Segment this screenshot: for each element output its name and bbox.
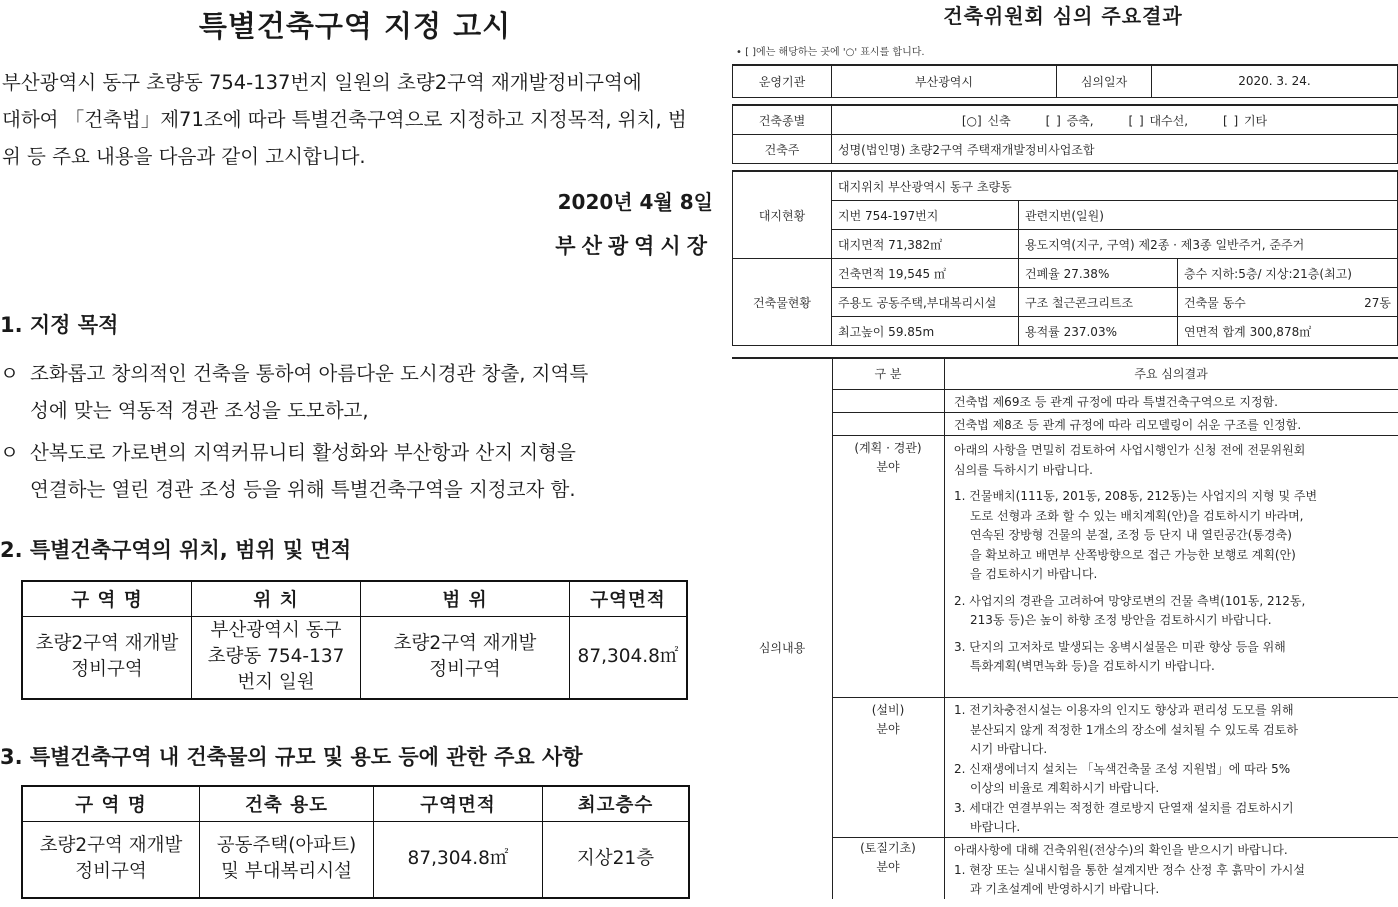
bullet-line: 산복도로 가로변의 지역커뮤니티 활성화와 부산항과 산지 지형을: [30, 441, 576, 464]
label-cell: 심의일자: [1057, 65, 1152, 97]
table-cell: 부산광역시 동구 초량동 754-137 번지 일원: [192, 617, 361, 699]
table-header: 구역면적: [570, 581, 688, 617]
bullet-marker: ㅇ: [0, 441, 19, 464]
notice-intro: [2, 64, 714, 175]
table-header: 위 치: [192, 581, 361, 617]
soil-results: 아래사항에 대해 건축위원(전상수)의 확인을 받으시기 바랍니다. 1. 현장 또는 실내시험을 통한 설계지반 정수 산정 후 흙막이 가시설 과 기초설계에 반영하시기 바랍니다.: [954, 843, 1305, 896]
table-cell: 87,304.8㎡: [570, 617, 688, 699]
review-content-table: [732, 357, 1398, 899]
review-document: [728, 0, 1398, 907]
value-cell: 층수 지하:5층/ 지상:21층(최고): [1178, 259, 1398, 288]
table-cell: 초량2구역 재개발 정비구역: [22, 822, 200, 898]
bullet-line: 조화롭고 창의적인 건축을 통하여 아름다운 도시경관 창출, 지역특: [30, 362, 589, 385]
value-cell: 용적률 237.03%: [1019, 317, 1178, 346]
general-result: 건축법 제8조 등 관계 규정에 따라 리모델링이 쉬운 구조를 인정함.: [954, 418, 1302, 432]
value-cell: 용도지역(지구, 구역) 제2종 · 제3종 일반주거, 준주거: [1019, 230, 1398, 259]
section1-heading: 1. 지정 목적: [0, 313, 119, 337]
value-cell: 건축면적 19,545 ㎡: [832, 259, 1019, 288]
table-header: 범 위: [361, 581, 570, 617]
type-option: [ ] 대수선,: [1128, 113, 1189, 128]
col-header: 주요 심의결과: [1134, 367, 1208, 381]
table-header: 건축 용도: [200, 786, 374, 822]
intro-line: 대하여 「건축법」제71조에 따라 특별건축구역으로 지정하고 지정목적, 위치, 범: [2, 108, 687, 131]
building-table: [21, 785, 690, 899]
col-header: 구 분: [874, 367, 902, 381]
site-table: [732, 170, 1398, 346]
value-cell: 구조 철근콘크리트조: [1019, 288, 1178, 317]
table-cell: 지상21층: [543, 822, 690, 898]
label-cell: 대지현황: [733, 171, 832, 259]
type-options: [832, 105, 1398, 135]
value-cell: 건폐율 27.38%: [1019, 259, 1178, 288]
notice-title: 특별건축구역 지정 고시: [198, 9, 512, 43]
value-cell: 성명(법인명) 초량2구역 주택재개발정비사업조합: [832, 135, 1398, 164]
notice-signer: 부산광역시장: [555, 234, 713, 258]
table-header: 최고층수: [543, 786, 690, 822]
type-option: [ ] 증축,: [1045, 113, 1094, 128]
section3-heading: 3. 특별건축구역 내 건축물의 규모 및 용도 등에 관한 주요 사항: [0, 745, 583, 769]
intro-line: 위 등 주요 내용을 다음과 같이 고시합니다.: [2, 145, 366, 168]
table-cell: 87,304.8㎡: [374, 822, 543, 898]
category-label: (계획 · 경관) 분야: [854, 441, 922, 474]
label-cell: 건축주: [733, 135, 832, 164]
value-cell: 2020. 3. 24.: [1152, 65, 1398, 97]
section1-bullet: [0, 434, 714, 508]
value-cell: 최고높이 59.85m: [832, 317, 1019, 346]
bullet-line: 연결하는 열린 경관 조성 등을 위해 특별건축구역을 지정코자 함.: [30, 478, 576, 501]
label-cell: 건축물현황: [733, 259, 832, 346]
intro-line: 부산광역시 동구 초량동 754-137번지 일원의 초량2구역 재개발정비구역에: [2, 71, 642, 94]
plan-results: 아래의 사항을 면밀히 검토하여 사업시행인가 신청 전에 전문위원회 심의를 득하시기 바랍니다. 1. 건물배치(111동, 201동, 208동, 212동)는 사업지의 지형 및 주변 도로 선형과 조화 할 수 있는 배치계획(안)을 검토하시기 바라며, 연속된 장방형 건물의 분절, 조정 등 단지 내 열린공간(통경축) 을 확보하고 배면부 산쪽방향으로 접근 가능한 보행로 계획(안) 을 검토하시기 바랍니다. 2. 사업지의 경관을 고려하여 망양로변의 건물 측벽(101동, 212동, 213동 등)은 높이 하향 조정 방안을 검토하시기 바랍니다. 3. 단지의 고저차로 발생되는 옹벽시설물은 미관 향상 등을 위해 특화계획(벽면녹화 등)을 검토하시기 바랍니다.: [954, 443, 1318, 673]
location-table: [21, 580, 688, 700]
table-cell: 초량2구역 재개발 정비구역: [361, 617, 570, 699]
value-cell: 대지위치 부산광역시 동구 초량동: [832, 171, 1398, 201]
value-cell: 주용도 공동주택,부대복리시설: [832, 288, 1019, 317]
notice-date: 2020년 4월 8일: [557, 190, 713, 214]
general-result: 건축법 제69조 등 관계 규정에 따라 특별건축구역으로 지정함.: [954, 395, 1278, 409]
bldg-count: 27동: [1364, 295, 1391, 310]
label-cell: 건축종별: [733, 105, 832, 135]
table-cell: 초량2구역 재개발 정비구역: [22, 617, 192, 699]
type-option: [○] 신축: [961, 113, 1011, 128]
org-row: [732, 64, 1398, 98]
type-option: [ ] 기타: [1222, 113, 1268, 128]
label-cell: 운영기관: [733, 65, 832, 97]
table-header: 구 역 명: [22, 581, 192, 617]
review-side-label: 심의내용: [758, 641, 806, 655]
review-note: • [ ]에는 해당하는 곳에 '○' 표시를 합니다.: [736, 47, 925, 58]
value-cell: 부산광역시: [832, 65, 1057, 97]
category-label: (토질기초) 분야: [860, 841, 916, 874]
table-header: 구 역 명: [22, 786, 200, 822]
table-header: 구역면적: [374, 786, 543, 822]
value-cell: 지번 754-197번지: [832, 201, 1019, 230]
table-cell: 공동주택(아파트) 및 부대복리시설: [200, 822, 374, 898]
section2-heading: 2. 특별건축구역의 위치, 범위 및 면적: [0, 538, 352, 562]
value-cell: 연면적 합계 300,878㎡: [1178, 317, 1398, 346]
category-label: (설비) 분야: [871, 703, 905, 736]
value-cell: 관련지번(일원): [1019, 201, 1398, 230]
equip-results: 1. 전기차충전시설는 이용자의 인지도 향상과 편리성 도모를 위해 분산되지 않게 적정한 1개소의 장소에 설치될 수 있도록 검토하 시기 바랍니다. 2. 신재생에너지 설치는 「녹색건축물 조성 지원법」에 따라 5% 이상의 비율로 계획하시기 바랍니다. 3. 세대간 연결부위는 적정한 결로방지 단열재 설치를 검토하시기 바랍니다.: [954, 703, 1298, 834]
type-owner-rows: [732, 104, 1398, 164]
bullet-line: 성에 맞는 역동적 경관 조성을 도모하고,: [30, 399, 369, 422]
review-title: 건축위원회 심의 주요결과: [943, 4, 1183, 28]
section1-bullet: [0, 355, 714, 429]
value-cell: 대지면적 71,382㎡: [832, 230, 1019, 259]
bullet-marker: ㅇ: [0, 362, 19, 385]
value-cell: 건축물 동수 27동: [1178, 288, 1398, 317]
